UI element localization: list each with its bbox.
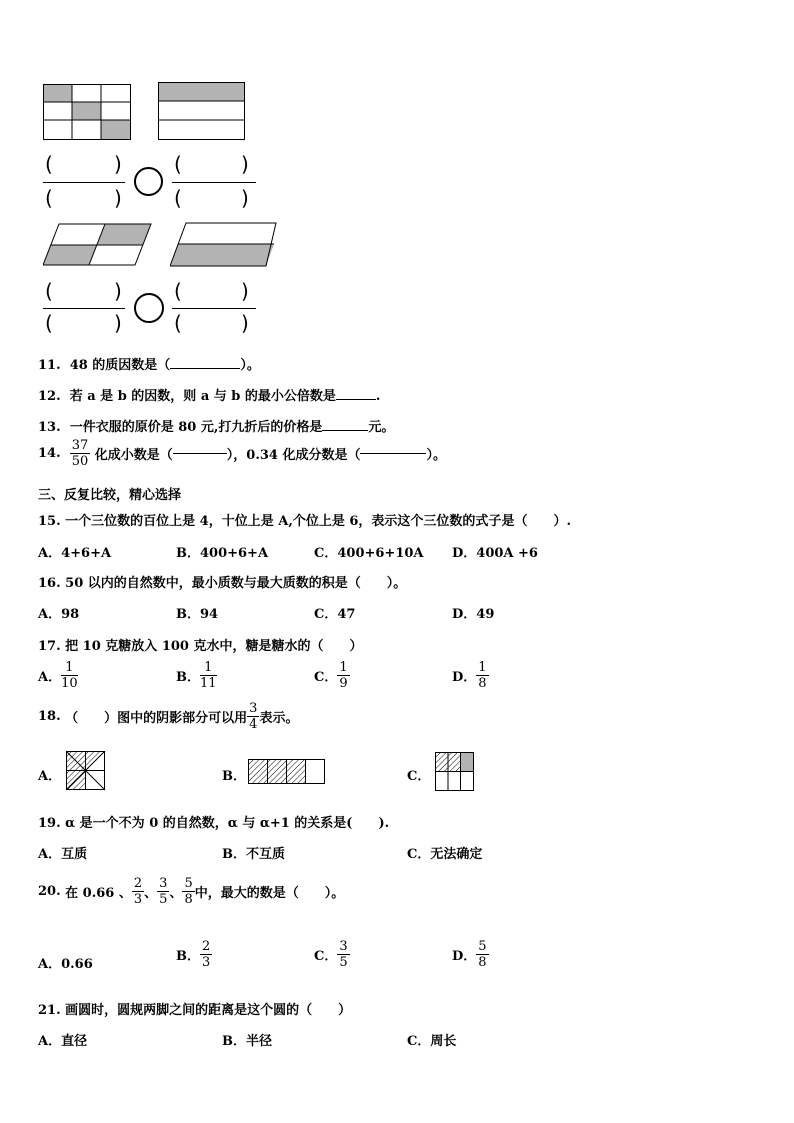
option-21c[interactable]: C．周长 xyxy=(407,1034,457,1049)
option-18a[interactable]: A． xyxy=(38,769,62,784)
question-13: 13. 一件衣服的原价是 80 元,打九折后的价格是 元。 xyxy=(38,420,395,435)
question-18: 18. （ ）图中的阴影部分可以用 $\frac{3}{4}$ 表示。 xyxy=(38,701,299,732)
question-11: 11. 48 的质因数是（ ）。 xyxy=(38,358,260,373)
section-heading: 三、反复比较，精心选择 xyxy=(38,488,182,503)
question-20: 20. 在 0.66 、 $\frac{2}{3}$ 、 $\frac{3}{5}$ 、 $\frac{5}{8}$ 中，最大的数是（ ）。 xyxy=(38,876,345,907)
parallelogram-figure-1 xyxy=(43,223,155,267)
option-17b[interactable]: B． $\frac{1}{11}$ xyxy=(176,660,217,691)
answer-blank-14a[interactable] xyxy=(173,453,227,454)
option-19b[interactable]: B．不互质 xyxy=(222,847,285,862)
question-15: 15. 一个三位数的百位上是 4，十位上是 A,个位上是 6，表示这个三位数的式子是（ ）. xyxy=(38,514,571,529)
compare-circle-1[interactable] xyxy=(134,167,163,196)
question-12: 12. 若 a 是 b 的因数，则 a 与 b 的最小公倍数是 . xyxy=(38,389,381,404)
option-19a[interactable]: A．互质 xyxy=(38,847,88,862)
option-19c[interactable]: C．无法确定 xyxy=(407,847,483,862)
option-20a[interactable]: A．0.66 xyxy=(38,957,93,972)
option-17a[interactable]: A． $\frac{1}{10}$ xyxy=(38,660,78,691)
option-20c[interactable]: C． $\frac{3}{5}$ xyxy=(314,939,348,970)
option-17d[interactable]: D． $\frac{1}{8}$ xyxy=(452,660,487,691)
option-20b[interactable]: B． $\frac{2}{3}$ xyxy=(176,939,211,970)
option-16d[interactable]: D．49 xyxy=(452,607,495,622)
option-16b[interactable]: B．94 xyxy=(176,607,219,622)
parallelogram-figure-2 xyxy=(170,222,280,268)
option-16c[interactable]: C．47 xyxy=(314,607,356,622)
option-16a[interactable]: A．98 xyxy=(38,607,80,622)
grid-figure-1 xyxy=(43,84,133,142)
question-14: 14. $\frac{37}{50}$ 化成小数是（ ），0.34 化成分数是（ ）。 xyxy=(38,438,446,469)
compare-circle-2[interactable] xyxy=(134,293,164,323)
fraction-37-50: $\frac{37}{50}$ xyxy=(71,438,89,469)
option-18c[interactable]: C． xyxy=(407,769,431,784)
answer-blank-11[interactable] xyxy=(170,368,240,369)
grid-figure-2 xyxy=(158,82,248,142)
option-18b[interactable]: B． xyxy=(222,769,246,784)
question-19: 19. α 是一个不为 0 的自然数，α 与 α+1 的关系是( ). xyxy=(38,816,390,831)
option-18c-figure xyxy=(435,752,475,792)
answer-blank-12[interactable] xyxy=(336,399,376,400)
option-15a[interactable]: A．4+6+A xyxy=(38,546,112,561)
question-21: 21. 画圆时，圆规两脚之间的距离是这个圆的（ ） xyxy=(38,1003,352,1018)
option-21b[interactable]: B．半径 xyxy=(222,1034,272,1049)
option-21a[interactable]: A．直径 xyxy=(38,1034,88,1049)
option-20d[interactable]: D． $\frac{5}{8}$ xyxy=(452,939,487,970)
answer-blank-14b[interactable] xyxy=(360,453,426,454)
option-15d[interactable]: D．400A +6 xyxy=(452,546,538,561)
option-15c[interactable]: C．400+6+10A xyxy=(314,546,424,561)
option-17c[interactable]: C． $\frac{1}{9}$ xyxy=(314,660,348,691)
option-18a-figure xyxy=(66,751,106,791)
answer-blank-13[interactable] xyxy=(322,430,368,431)
option-15b[interactable]: B．400+6+A xyxy=(176,546,269,561)
question-16: 16. 50 以内的自然数中，最小质数与最大质数的积是（ ）。 xyxy=(38,576,407,591)
question-17: 17. 把 10 克糖放入 100 克水中，糖是糖水的（ ） xyxy=(38,639,363,654)
option-18b-figure xyxy=(248,759,326,785)
